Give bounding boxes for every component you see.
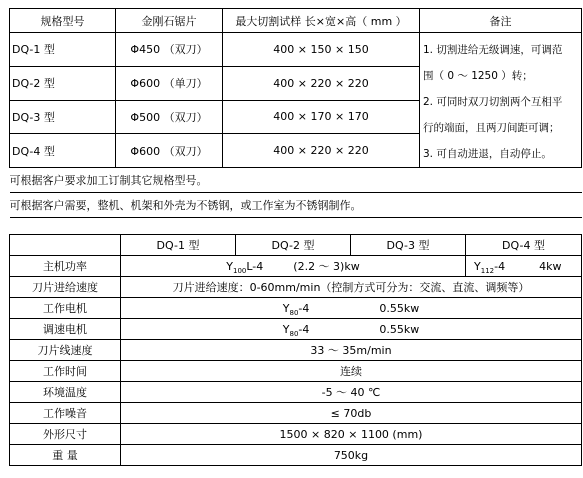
footnote-row: [10, 168, 582, 193]
table-row: [10, 319, 582, 340]
table-row: [10, 445, 582, 466]
power-a-prefix: Y: [226, 260, 233, 273]
row-value: 刀片进给速度：0-60mm/min（控制方式可分为：交流、直流、调频等）: [121, 277, 582, 298]
model-dq1: DQ-1 型: [121, 235, 236, 256]
adj-suffix: -4: [298, 322, 310, 336]
power-a-subscript: 100: [233, 267, 247, 275]
row-value: -5 ～ 40 ℃: [121, 382, 582, 403]
table-row: [10, 256, 582, 277]
motor-value: 0.55kw: [379, 301, 420, 315]
footnote-stainless: 可根据客户需要，整机、机架和外壳为不锈钢，或工作室为不锈钢制作。: [10, 193, 582, 218]
row-model: DQ-3 型: [10, 100, 116, 134]
remark-line: 2. 可同时双刀切割两个互相平: [423, 96, 563, 108]
adj-prefix: Y: [282, 322, 290, 336]
table-row: [10, 298, 582, 319]
header-remarks: 备注: [420, 9, 582, 33]
motor-prefix: Y: [282, 301, 290, 315]
power-b-value: 4kw: [539, 259, 562, 273]
row-model: DQ-1 型: [10, 33, 116, 67]
row-size: 400 × 170 × 170: [223, 100, 420, 134]
model-spec-table: [9, 8, 582, 218]
power-a-suffix: L-4: [246, 260, 264, 273]
table-row: [10, 33, 582, 67]
row-label: 重 量: [10, 445, 121, 466]
power-b-prefix: Y: [474, 259, 481, 273]
row-value: 750kg: [121, 445, 582, 466]
row-size: 400 × 220 × 220: [223, 66, 420, 100]
adj-value: 0.55kw: [379, 322, 420, 336]
row-label: 环境温度: [10, 382, 121, 403]
blank-cell: [10, 235, 121, 256]
remark-line: 1. 切割进给无级调速，可调范: [423, 44, 563, 56]
power-b-suffix: -4: [494, 259, 506, 273]
model-dq3: DQ-3 型: [351, 235, 466, 256]
row-label: 工作时间: [10, 361, 121, 382]
row-model: DQ-4 型: [10, 134, 116, 168]
row-label: 工作噪音: [10, 403, 121, 424]
table-header-row: [10, 9, 582, 33]
row-label: 刀片进给速度: [10, 277, 121, 298]
row-value: 33 ～ 35m/min: [121, 340, 582, 361]
footnote-row: [10, 193, 582, 218]
header-model: 规格型号: [10, 9, 116, 33]
motor-suffix: -4: [298, 301, 310, 315]
row-value: 1500 × 820 × 1100 (mm): [121, 424, 582, 445]
row-blade: Φ500 （双刀）: [116, 100, 223, 134]
adj-subscript: 80: [289, 329, 299, 338]
remarks-cell: [420, 33, 582, 168]
table-row: [10, 403, 582, 424]
row-model: DQ-2 型: [10, 66, 116, 100]
row-blade: Φ600 （双刀）: [116, 134, 223, 168]
row-label: 调速电机: [10, 319, 121, 340]
row-label: 外形尺寸: [10, 424, 121, 445]
table-row: [10, 424, 582, 445]
row-value: ≤ 70db: [121, 403, 582, 424]
header-blade: 金刚石锯片: [116, 9, 223, 33]
motor-subscript: 80: [289, 308, 299, 317]
model-dq4: DQ-4 型: [466, 235, 582, 256]
row-blade: Φ600 （单刀）: [116, 66, 223, 100]
row-value: [121, 298, 582, 319]
row-blade: Φ450 （双刀）: [116, 33, 223, 67]
footnote-custom: 可根据客户要求加工订制其它规格型号。: [10, 168, 582, 193]
row-value: [121, 319, 582, 340]
power-dq1-dq3: [121, 256, 466, 277]
table-row: [10, 340, 582, 361]
table-row: [10, 361, 582, 382]
table-row: [10, 382, 582, 403]
remark-line: 3. 可自动进退，自动停止。: [423, 148, 552, 160]
row-value: 连续: [121, 361, 582, 382]
table-row: [10, 277, 582, 298]
model-dq2: DQ-2 型: [236, 235, 351, 256]
row-label: 主机功率: [10, 256, 121, 277]
power-b-subscript: 112: [480, 266, 495, 275]
row-label: 刀片线速度: [10, 340, 121, 361]
model-header-row: [10, 235, 582, 256]
row-label: 工作电机: [10, 298, 121, 319]
row-size: 400 × 220 × 220: [223, 134, 420, 168]
remark-line: 行的端面，且两刀间距可调；: [423, 122, 560, 134]
row-size: 400 × 150 × 150: [223, 33, 420, 67]
remark-line: 围（ 0 ～ 1250 ）转；: [423, 70, 533, 82]
technical-parameter-table: [9, 234, 582, 466]
header-max-size: 最大切割试样 长×宽×高（ mm ）: [223, 9, 420, 33]
power-dq4: [466, 256, 582, 277]
power-a-value: (2.2 ～ 3)kw: [293, 260, 360, 273]
